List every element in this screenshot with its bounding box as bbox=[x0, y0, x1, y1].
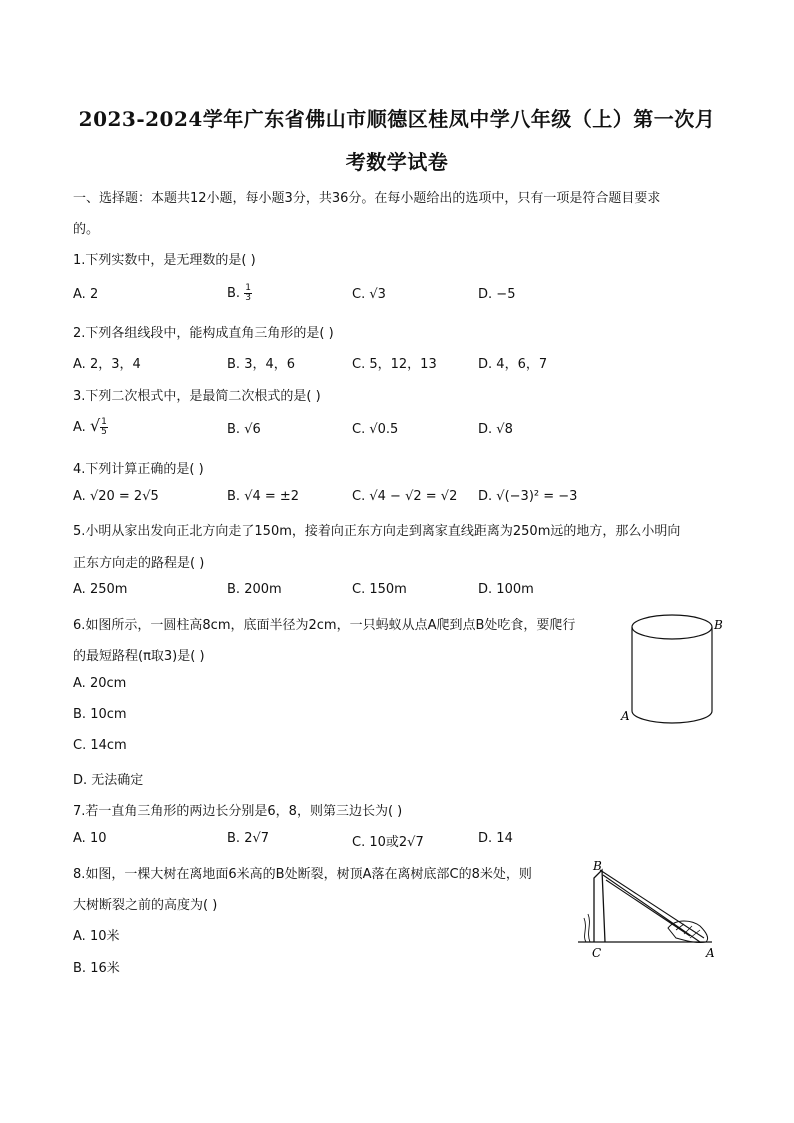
q6-option-a: A. 20cm bbox=[73, 676, 127, 691]
q2-option-d: D. 4，6，7 bbox=[478, 357, 548, 372]
q1-option-a: A. 2 bbox=[73, 287, 99, 302]
question-5-stem-line1: 5.小明从家出发向正北方向走了150m，接着向正东方向走到离家直线距离为250m远的地方，那么小明向 bbox=[73, 524, 681, 539]
question-2-stem: 2.下列各组线段中，能构成直角三角形的是( ) bbox=[73, 326, 334, 341]
q1-option-d: D. −5 bbox=[478, 287, 516, 302]
q1-option-c: C. √3 bbox=[352, 287, 386, 302]
q2-option-c: C. 5，12，13 bbox=[352, 357, 437, 372]
q8-option-a: A. 10米 bbox=[73, 929, 120, 944]
q7-option-d: D. 14 bbox=[478, 831, 513, 846]
question-8-stem-line2: 大树断裂之前的高度为( ) bbox=[73, 898, 218, 913]
question-7-stem: 7.若一直角三角形的两边长分别是6，8，则第三边长为( ) bbox=[73, 804, 403, 819]
question-6-stem-line1: 6.如图所示，一圆柱高8cm，底面半径为2cm，一只蚂蚁从点A爬到点B处吃食，要爬行 bbox=[73, 618, 576, 633]
section-header-line1: 一、选择题：本题共12小题，每小题3分，共36分。在每小题给出的选项中，只有一项是符合题目要求 bbox=[73, 191, 661, 206]
point-b-label: B bbox=[714, 618, 723, 632]
q3-option-c: C. √0.5 bbox=[352, 422, 399, 437]
q5-option-d: D. 100m bbox=[478, 582, 534, 597]
q2-option-b: B. 3，4，6 bbox=[227, 357, 296, 372]
q4-option-a: A. √20 = 2√5 bbox=[73, 489, 159, 504]
q3-option-b: B. √6 bbox=[227, 422, 261, 437]
q5-option-a: A. 250m bbox=[73, 582, 128, 597]
tree-trunk bbox=[594, 870, 605, 942]
q4-option-b: B. √4 = ±2 bbox=[227, 489, 300, 504]
q3-option-d: D. √8 bbox=[478, 422, 513, 437]
section-header-line2: 的。 bbox=[73, 222, 100, 237]
page-title-line1: 2023-2024学年广东省佛山市顺德区桂凤中学八年级（上）第一次月 bbox=[78, 107, 716, 131]
q7-option-c: C. 10或2√7 bbox=[352, 835, 424, 850]
q6-option-d: D. 无法确定 bbox=[73, 773, 144, 788]
question-1-stem: 1.下列实数中，是无理数的是( ) bbox=[73, 253, 256, 268]
point-c-label: C bbox=[592, 946, 602, 960]
crown-branches bbox=[676, 924, 700, 938]
q2-option-a: A. 2，3，4 bbox=[73, 357, 141, 372]
fraction: $\frac{1}{5}$ bbox=[101, 417, 107, 437]
cylinder-top-ellipse bbox=[632, 615, 712, 639]
q7-option-a: A. 10 bbox=[73, 831, 107, 846]
page-title-line2: 考数学试卷 bbox=[345, 150, 449, 174]
q4-option-c: C. √4 − √2 = √2 bbox=[352, 489, 458, 504]
q1-option-b: B. $\frac{1}{3}$ bbox=[227, 283, 251, 303]
point-b-label: B bbox=[593, 859, 602, 873]
q4-option-d: D. √(−3)² = −3 bbox=[478, 489, 578, 504]
point-a-label: A bbox=[706, 946, 715, 960]
q5-option-c: C. 150m bbox=[352, 582, 407, 597]
question-8-stem-line1: 8.如图，一棵大树在离地面6米高的B处断裂，树顶A落在离树底部C的8米处，则 bbox=[73, 867, 532, 882]
broken-tree-figure bbox=[572, 858, 722, 962]
question-5-stem-line2: 正东方向走的路程是( ) bbox=[73, 556, 205, 571]
q6-option-b: B. 10cm bbox=[73, 707, 127, 722]
cylinder-figure bbox=[615, 608, 730, 733]
question-6-stem-line2: 的最短路程(π取3)是( ) bbox=[73, 649, 205, 664]
tree-bark bbox=[584, 914, 590, 942]
broken-top bbox=[600, 870, 704, 942]
q3-option-a: A. √ $\frac{1}{5}$ bbox=[73, 416, 107, 437]
q5-option-b: B. 200m bbox=[227, 582, 282, 597]
q7-option-b: B. 2√7 bbox=[227, 831, 270, 846]
cylinder-bottom-arc bbox=[632, 711, 712, 723]
question-4-stem: 4.下列计算正确的是( ) bbox=[73, 462, 204, 477]
question-3-stem: 3.下列二次根式中，是最简二次根式的是( ) bbox=[73, 389, 321, 404]
q6-option-c: C. 14cm bbox=[73, 738, 127, 753]
point-a-label: A bbox=[621, 709, 630, 723]
q8-option-b: B. 16米 bbox=[73, 961, 120, 976]
fraction: $\frac{1}{3}$ bbox=[245, 283, 251, 303]
